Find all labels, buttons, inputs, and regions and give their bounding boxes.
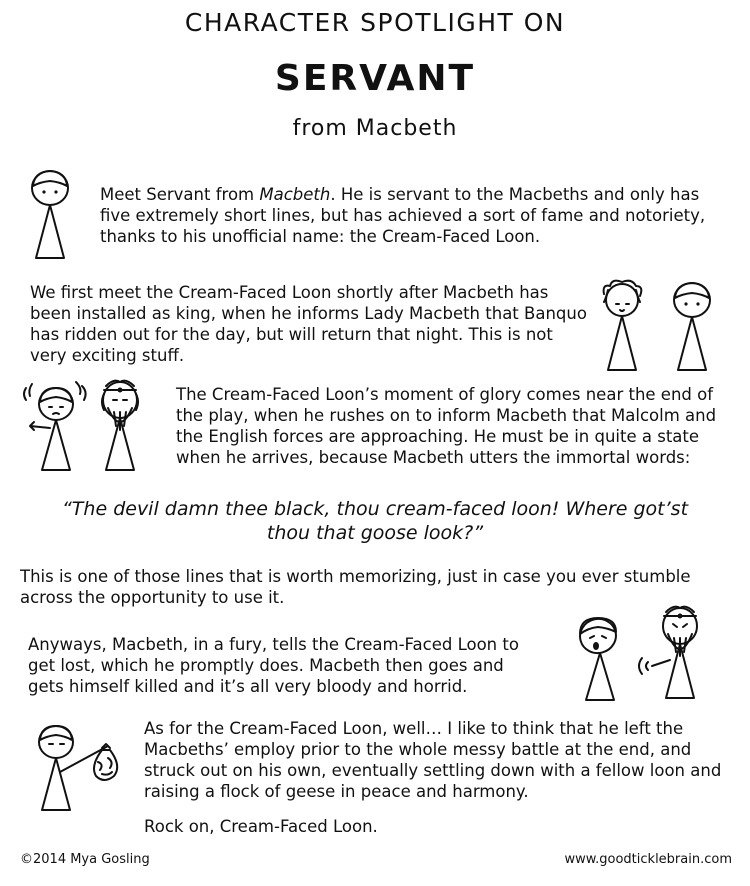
- sign-off-text: Rock on, Cream-Faced Loon.: [144, 817, 378, 836]
- macbeth-figure-icon: [94, 376, 154, 473]
- conclusion-paragraph: As for the Cream-Faced Loon, well… I like to think that he left the Macbeths’ employ prior to the whole messy battle at the end, and struck out on his own, eventually settling down with a fellow loon and raising a flock of geese in peace and harmony.: [144, 719, 722, 801]
- character-name-title: SERVANT: [274, 58, 476, 99]
- servant-panicked-figure-icon: [20, 378, 95, 473]
- fury-paragraph: Anyways, Macbeth, in a fury, tells the Cream-Faced Loon to get lost, which he promptly does. Macbeth then goes and gets himself killed and it’s all very bloody and horrid.: [28, 635, 519, 696]
- lady-macbeth-figure-icon: [596, 278, 656, 373]
- macbeth-figure-icon: [644, 600, 714, 703]
- spotlight-heading: CHARACTER SPOTLIGHT ON: [184, 8, 566, 37]
- intro-paragraph: Meet Servant from Macbeth. He is servant to the Macbeths and only has five extremely short lines, but has achieved a sort of fame and notoriety, thanks to his unofficial name: the Cream-Faced Loon.: [100, 185, 706, 246]
- servant-figure-icon: [22, 168, 82, 263]
- servant-figure-icon: [664, 278, 724, 373]
- famous-quote: “The devil damn thee black, thou cream-faced loon! Where got’st thou that goose look?”: [61, 498, 689, 544]
- servant-panicked-figure-icon: [566, 608, 636, 703]
- first-meeting-paragraph: We first meet the Cream-Faced Loon shortly after Macbeth has been installed as king, when he informs Lady Macbeth that Banquo has ridden out for the day, but will return that night. This is not very exciting stuff.: [30, 283, 587, 365]
- website-link[interactable]: www.goodticklebrain.com: [564, 852, 732, 867]
- copyright-notice: ©2014 Mya Gosling: [20, 852, 150, 867]
- play-subtitle: from Macbeth: [292, 116, 458, 141]
- memorize-paragraph: This is one of those lines that is worth memorizing, just in case you ever stumble across the opportunity to use it.: [20, 567, 691, 607]
- servant-with-bundle-figure-icon: [30, 716, 130, 816]
- moment-of-glory-paragraph: The Cream-Faced Loon’s moment of glory comes near the end of the play, when he rushes on to inform Macbeth that Malcolm and the English forces are approaching. He must be in quite a state when he arrives, because Macbeth utters the immortal words:: [176, 385, 717, 467]
